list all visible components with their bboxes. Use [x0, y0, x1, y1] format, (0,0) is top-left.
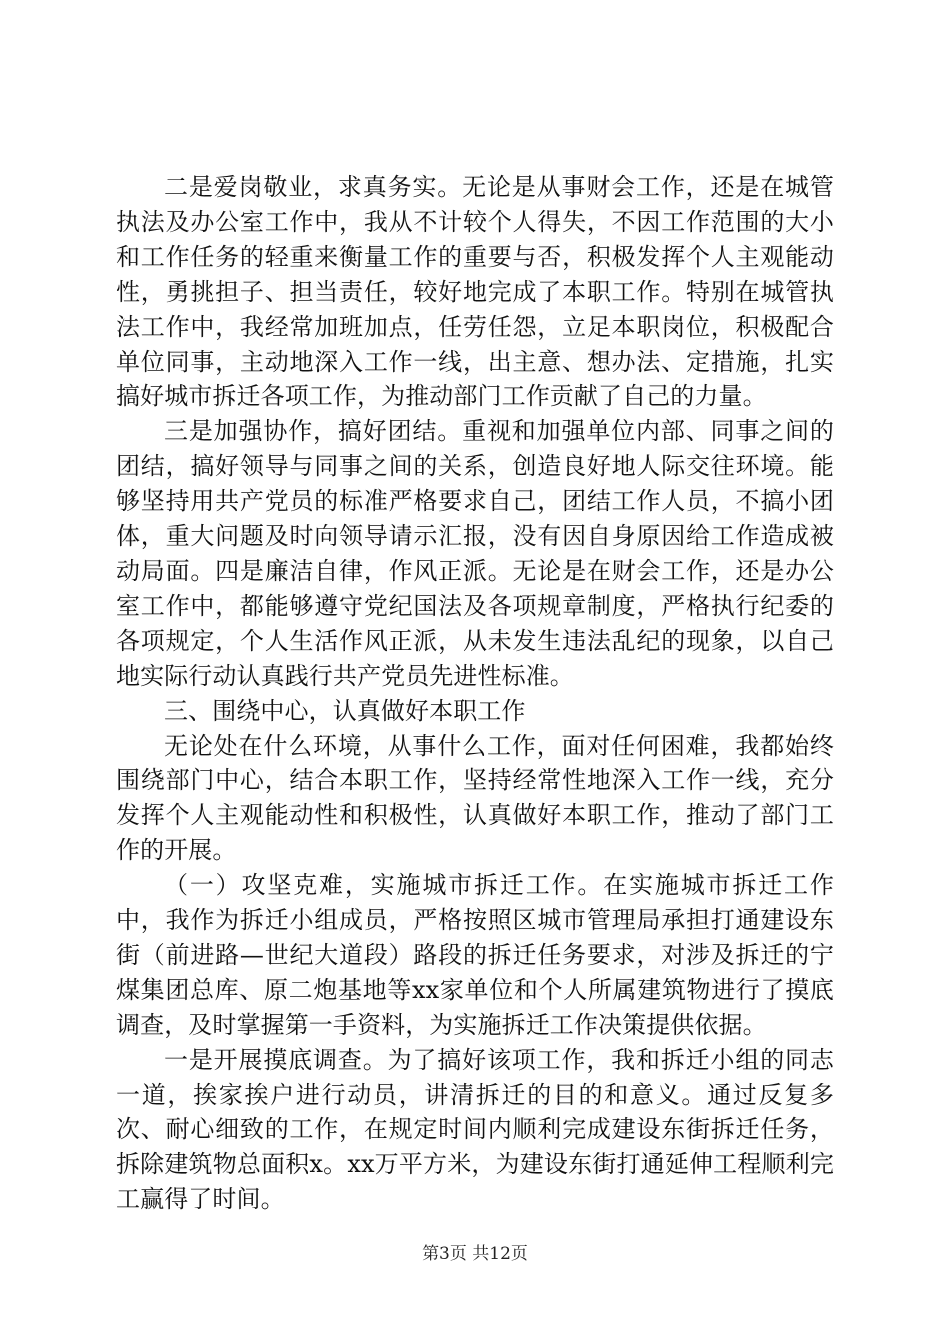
paragraph-section-intro: 无论处在什么环境，从事什么工作，面对任何困难，我都始终围绕部门中心，结合本职工作，坚持经常性地深入工作一线，充分发挥个人主观能动性和积极性，认真做好本职工作，推动了部门工作的开展。 [116, 731, 834, 865]
document-body [116, 170, 834, 1217]
section-heading: 三、围绕中心，认真做好本职工作 [164, 696, 526, 725]
paragraph-cooperation: 三是加强协作，搞好团结。重视和加强单位内部、同事之间的团结，搞好领导与同事之间的关系，创造良好地人际交往环境。能够坚持用共产党员的标准严格要求自己，团结工作人员，不搞小团体，重大问题及时向领导请示汇报，没有因自身原因给工作造成被动局面。四是廉洁自律，作风正派。无论是在财会工作，还是办公室工作中，都能够遵守党纪国法及各项规章制度，严格执行纪委的各项规定，个人生活作风正派，从未发生违法乱纪的现象，以自己地实际行动认真践行共产党员先进性标准。 [116, 417, 834, 690]
page-number-footer: 第3页 共12页 [422, 1244, 528, 1264]
paragraph-survey: 一是开展摸底调查。为了搞好该项工作，我和拆迁小组的同志一道，挨家挨户进行动员，讲清拆迁的目的和意义。通过反复多次、耐心细致的工作，在规定时间内顺利完成建设东街拆迁任务，拆除建筑物总面积x。xx万平方米，为建设东街打通延伸工程顺利完工赢得了时间。 [116, 1045, 834, 1214]
paragraph-demolition-work: （一）攻坚克难，实施城市拆迁工作。在实施城市拆迁工作中，我作为拆迁小组成员，严格按照区城市管理局承担打通建设东街（前进路—世纪大道段）路段的拆迁任务要求，对涉及拆迁的宁煤集团总库、原二炮基地等xx家单位和个人所属建筑物进行了摸底调查，及时掌握第一手资料，为实施拆迁工作决策提供依据。 [116, 871, 834, 1039]
paragraph-dedication: 二是爱岗敬业，求真务实。无论是从事财会工作，还是在城管执法及办公室工作中，我从不计较个人得失，不因工作范围的大小和工作任务的轻重来衡量工作的重要与否，积极发挥个人主观能动性，勇挑担子、担当责任，较好地完成了本职工作。特别在城管执法工作中，我经常加班加点，任劳任怨，立足本职岗位，积极配合单位同事，主动地深入工作一线，出主意、想办法、定措施，扎实搞好城市拆迁各项工作，为推动部门工作贡献了自己的力量。 [116, 173, 834, 411]
